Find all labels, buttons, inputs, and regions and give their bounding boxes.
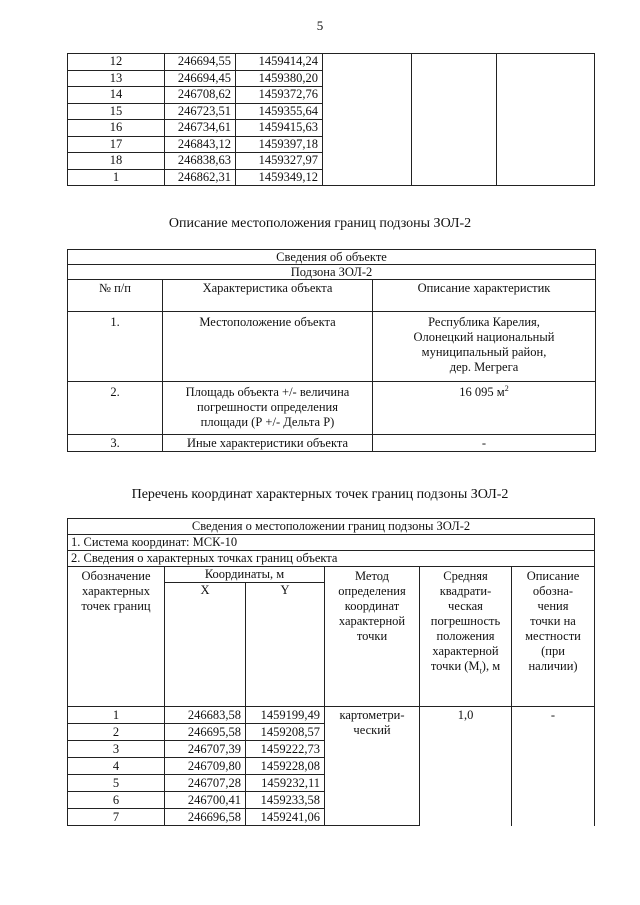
table-row bbox=[68, 103, 595, 120]
point-number: 12 bbox=[68, 54, 165, 71]
header-error: Средняя квадрати- ческая погрешность положения характерной точки $(M_t)$, м bbox=[420, 567, 512, 707]
points-table-title: Сведения о местоположении границ подзоны ЗОЛ-2 bbox=[68, 519, 595, 535]
table-row bbox=[68, 136, 595, 153]
coord-y: 1459349,12 bbox=[236, 169, 323, 186]
table-row bbox=[68, 707, 595, 724]
coord-x: 246843,12 bbox=[165, 136, 236, 153]
coord-x: 246700,41 bbox=[165, 792, 246, 809]
coord-x: 246862,31 bbox=[165, 169, 236, 186]
header-characteristic: Характеристика объекта bbox=[163, 280, 373, 312]
header-designation: Обозначение характерных точек границ bbox=[68, 567, 165, 707]
coord-y: 1459415,63 bbox=[236, 120, 323, 137]
point-number: 15 bbox=[68, 103, 165, 120]
point-description-value: - bbox=[512, 707, 595, 826]
coord-y: 1459241,06 bbox=[246, 809, 325, 826]
row-1-description: Республика Карелия, Олонецкий национальный муниципальный район, дер. Мегрега bbox=[373, 312, 596, 382]
error-cell bbox=[412, 103, 497, 120]
method-cell bbox=[323, 70, 412, 87]
coord-y: 1459355,64 bbox=[236, 103, 323, 120]
point-number: 17 bbox=[68, 136, 165, 153]
coord-y: 1459380,20 bbox=[236, 70, 323, 87]
row-1-num: 1. bbox=[68, 312, 163, 382]
point-number: 18 bbox=[68, 153, 165, 170]
object-info-title: Сведения об объекте bbox=[68, 250, 596, 265]
point-number: 5 bbox=[68, 775, 165, 792]
description-cell bbox=[497, 103, 595, 120]
error-cell bbox=[412, 120, 497, 137]
coordinates-list-caption: Перечень координат характерных точек границ подзоны ЗОЛ-2 bbox=[131, 487, 509, 502]
point-number: 3 bbox=[68, 741, 165, 758]
point-number: 16 bbox=[68, 120, 165, 137]
boundary-points-table bbox=[67, 518, 595, 826]
header-point-description: Описание обозна- чения точки на местности (при наличии) bbox=[512, 567, 595, 707]
description-cell bbox=[497, 136, 595, 153]
coord-x: 246723,51 bbox=[165, 103, 236, 120]
row-2-description: 16 095 $м^2$ bbox=[373, 382, 596, 435]
header-x: X bbox=[165, 583, 246, 707]
row-3-characteristic: Иные характеристики объекта bbox=[163, 435, 373, 452]
coord-x: 246696,58 bbox=[165, 809, 246, 826]
table-row bbox=[68, 54, 595, 71]
coord-x: 246694,55 bbox=[165, 54, 236, 71]
table-row bbox=[68, 120, 595, 137]
method-cell bbox=[323, 54, 412, 71]
point-number: 14 bbox=[68, 87, 165, 104]
coord-y: 1459199,49 bbox=[246, 707, 325, 724]
description-cell bbox=[497, 87, 595, 104]
coord-x: 246838,63 bbox=[165, 153, 236, 170]
points-info: 2. Сведения о характерных точках границ объекта bbox=[68, 551, 595, 567]
coord-y: 1459222,73 bbox=[246, 741, 325, 758]
point-number: 6 bbox=[68, 792, 165, 809]
description-cell bbox=[497, 153, 595, 170]
method-cell bbox=[323, 120, 412, 137]
row-2-num: 2. bbox=[68, 382, 163, 435]
description-cell bbox=[497, 120, 595, 137]
coord-y: 1459397,18 bbox=[236, 136, 323, 153]
error-cell bbox=[412, 136, 497, 153]
header-description: Описание характеристик bbox=[373, 280, 596, 312]
description-cell bbox=[497, 70, 595, 87]
header-coordinates: Координаты, м bbox=[165, 567, 325, 583]
point-number: 2 bbox=[68, 724, 165, 741]
coordinate-system: 1. Система координат: МСК-10 bbox=[68, 535, 595, 551]
row-2-characteristic: Площадь объекта +/- величина погрешности определения площади (Р +/- Дельта Р) bbox=[163, 382, 373, 435]
method-cell bbox=[323, 103, 412, 120]
point-number: 1 bbox=[68, 169, 165, 186]
header-method: Метод определения координат характерной точки bbox=[325, 567, 420, 707]
method-cell bbox=[323, 153, 412, 170]
method-value: картометри- ческий bbox=[325, 707, 420, 826]
coord-x: 246708,62 bbox=[165, 87, 236, 104]
coord-y: 1459372,76 bbox=[236, 87, 323, 104]
coord-x: 246709,80 bbox=[165, 758, 246, 775]
error-value: 1,0 bbox=[420, 707, 512, 826]
page-number: 5 bbox=[316, 18, 324, 33]
coord-y: 1459327,97 bbox=[236, 153, 323, 170]
object-location-caption: Описание местоположения границ подзоны ЗОЛ-2 bbox=[168, 216, 472, 231]
coord-x: 246695,58 bbox=[165, 724, 246, 741]
description-cell bbox=[497, 54, 595, 71]
coord-y: 1459233,58 bbox=[246, 792, 325, 809]
coordinates-continuation-table bbox=[67, 53, 595, 186]
table-row bbox=[68, 153, 595, 170]
coord-y: 1459228,08 bbox=[246, 758, 325, 775]
error-cell bbox=[412, 87, 497, 104]
point-number: 1 bbox=[68, 707, 165, 724]
coord-x: 246734,61 bbox=[165, 120, 236, 137]
row-3-description: - bbox=[373, 435, 596, 452]
coord-y: 1459208,57 bbox=[246, 724, 325, 741]
table-row bbox=[68, 70, 595, 87]
header-y: Y bbox=[246, 583, 325, 707]
error-cell bbox=[412, 54, 497, 71]
table-row bbox=[68, 169, 595, 186]
error-cell bbox=[412, 153, 497, 170]
coord-x: 246707,28 bbox=[165, 775, 246, 792]
point-number: 4 bbox=[68, 758, 165, 775]
row-1-characteristic: Местоположение объекта bbox=[163, 312, 373, 382]
error-cell bbox=[412, 169, 497, 186]
method-cell bbox=[323, 87, 412, 104]
error-cell bbox=[412, 70, 497, 87]
coord-y: 1459232,11 bbox=[246, 775, 325, 792]
coord-x: 246683,58 bbox=[165, 707, 246, 724]
method-cell bbox=[323, 136, 412, 153]
table-row bbox=[68, 87, 595, 104]
row-3-num: 3. bbox=[68, 435, 163, 452]
object-info-subtitle: Подзона ЗОЛ-2 bbox=[68, 265, 596, 280]
point-number: 13 bbox=[68, 70, 165, 87]
header-num: № п/п bbox=[68, 280, 163, 312]
description-cell bbox=[497, 169, 595, 186]
point-number: 7 bbox=[68, 809, 165, 826]
coord-y: 1459414,24 bbox=[236, 54, 323, 71]
coord-x: 246707,39 bbox=[165, 741, 246, 758]
method-cell bbox=[323, 169, 412, 186]
object-info-table bbox=[67, 249, 596, 452]
coord-x: 246694,45 bbox=[165, 70, 236, 87]
